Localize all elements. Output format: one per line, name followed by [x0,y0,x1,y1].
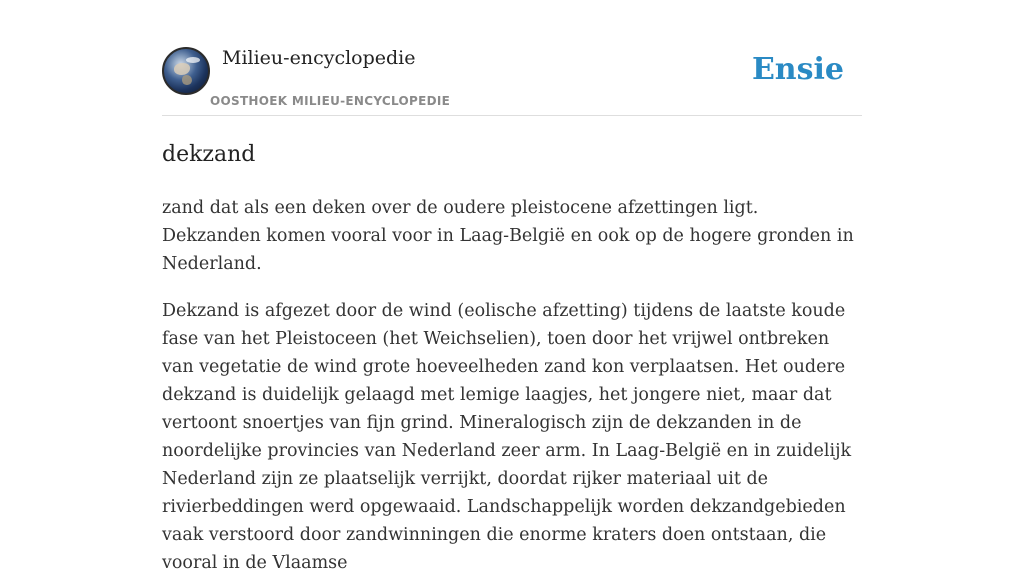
ensie-brand-link[interactable]: Ensie [751,52,844,87]
definition-paragraph-2: Dekzand is afgezet door de wind (eolische afzetting) tijdens de laatste koude fase van het Pleistoceen (het Weichselien), toen door het vrijwel ontbreken van vegetatie de wind grote hoeveelheden zand kon verplaatsen. Het oudere dekzand is duidelijk gelaagd met lemige laagjes, het jongere niet, maar dat vertoont snoertjes van fijn grind. Mineralogisch zijn de dekzanden in de noordelijke provincies van Nederland zeer arm. In Laag-België en in zuidelijk Nederland zijn ze plaatselijk verrijkt, doordat rijker materiaal uit de rivierbeddingen werd opgewaaid. Landschappelijk worden dekzandgebieden vaak verstoord door zandwinningen die enorme kraters doen ontstaan, die vooral in de Vlaamse [162,301,852,573]
earth-globe-icon[interactable] [162,47,210,95]
term-title: dekzand [162,142,256,167]
article [162,140,862,577]
site-subtitle: OOSTHOEK MILIEU-ENCYCLOPEDIE [210,94,451,108]
definition-paragraph-1: zand dat als een deken over de oudere pleistocene afzettingen ligt. Dekzanden komen vooral voor in Laag-België en ook op de hogere gronden in Nederland. [162,198,854,274]
site-header [162,0,862,116]
site-title-link[interactable]: Milieu-encyclopedie [222,47,416,69]
content-container [162,0,862,577]
